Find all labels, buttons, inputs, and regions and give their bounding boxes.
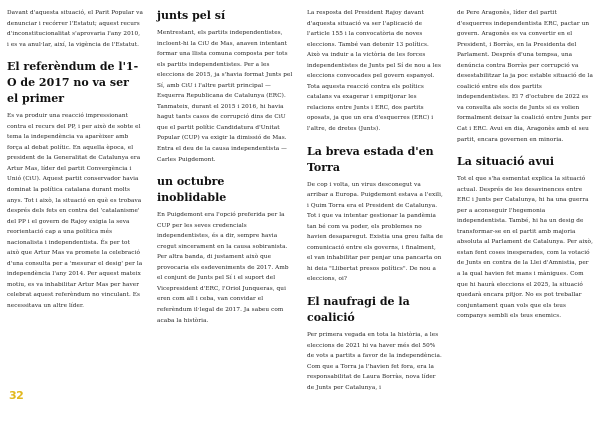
section-heading: El naufragi de la coalició (307, 295, 410, 325)
body-paragraph: de Pere Aragonès, líder del partit d'esquerres independentista ERC, pactar un govern. Aragonès es va convertir en el President, i Borràs, en la Presidenta del Parlament. Després d'una tempsa, una denúncia contra Borràs per corrupció va desestabilitzar la ja poc estable situació de la coalició entre els dos partits independentistes. El 7 d'octubre de 2022 es va consulta als socis de Junts si es volien formalment deixar la coalició entre Junts per Cat i ERC. Avui en dia, Aragonès amb el seu partit, encara governen en minoria. (457, 10, 593, 143)
body-paragraph: Mentrestant, els partits independentistes, incloent-hi la CiU de Mas, anaven intentant formar una llista comuna composta per tots els partits independentistes. Per a les eleccions de 2015, ja s'havia format Junts pel Sí, amb CiU i l'altre partit principal — Esquerra Republicana de Catalunya (ERC). Tanmateix, durant el 2015 i 2016, hi havia hagut tants casos de corrupció dins de CiU que el partit polític Candidatura d'Unitat Popular (CUP) va exigir la dimissió de Mas. Entra el deu de la causa independentista — Carles Puigdemont. (157, 30, 293, 163)
body-paragraph: Es va produir una reacció impressionant contra el recurs del PP, i per això de sobte el tema la independència va aparèixer amb força al debat polític. En aquella època, el president de la Generalitat de Catalunya era Artur Mas, líder del partit Convergència i Unió (CiU). Aquest partit conservador havia dominat la política catalana durant molts anys. Tot i això, la situació en què es trobava després dels fets en contra del 'catalanisme' del PP i el govern de Rajoy exigia la seva reorientació cap a una política més nacionalista i independentista. És per tot això que Artur Mas va promete la celebració d'una consulta per a 'mesurar el desig' per la independència l'any 2014. Per aquest mateix motiu, es va inhabilitar Artur Mas per haver celebrat aquest referèndum no vinculant. Es necessitava un altre líder. (7, 113, 143, 310)
body-paragraph: Tot el que s'ha esmentat explica la situació actual. Després de les desavinences entre ERC i Junts per Catalunya, hi ha una guerra per a aconseguir l'hegemonia independentista. També, hi ha un desig de transformar-se en el partit amb majoria absoluta al Parlament de Catalunya. Per això, estan fent coses inesperades, com la votació de Junts en contra de la Llei d'Amnistia, per a la qual havien fet mans i mànigues. Com que hi haurà eleccions el 2025, la situació quedarà encara pitjor. No es pot treballar conjuntament quan vols que els teus companys sembli els teus enemics. (457, 176, 593, 320)
body-paragraph: En Puigdemont era l'opció preferida per la CUP per les seves credencials independentistes, és a dir, sempre havia cregut sincerament en la causa sobiranista. Per altra banda, di justament això que provocaria els esdeveniments de 2017. Amb el conjunt de Junts pel Sí i el suport del Vicepresident d'ERC, l'Oriol Junqueras, qui eren com all i ceba, van convidar el referèndum il·legal de 2017. Ja sabeu com acaba la història. (157, 212, 289, 324)
column-2 (157, 8, 293, 326)
body-paragraph: Davant d'aquesta situació, el Parit Popular va denunciar i recórrer l'Estatut; aquest recurs d'inconstitucionalitat s'aprovaria l'any 2010, i es va anul·lar, així, la vigència de l'Estatut. (7, 10, 143, 48)
body-paragraph: La resposta del President Rajoy davant d'aquesta situació va ser l'aplicació de l'article 155 i la convocatòria de noves eleccions. També van detenir 13 polítics. Això va induir a la victòria de les forces independentistes de Junts pel Sí de nou a les eleccions convocades pel govern espanyol. Tota aquesta reacció contra els polítics catalans va exagerar i empitjorar les relacions entre Junts i ERC, dos partits oposats, ja que un era d'esquerres (ERC) i l'altre, de dretes (Junts). (307, 10, 441, 133)
column-3 (307, 8, 443, 393)
body-paragraph: Per primera vegada en tota la història, a les eleccions de 2021 hi va haver més del 50% de vots a partits a favor de la independència. Com que a Torra ja l'havien fet fora, era la responsabilitat de Laura Borràs, nova líder de Junts per Catalunya, i (307, 332, 442, 391)
section-heading: junts pel sí (157, 9, 226, 22)
page-number: 32 (9, 389, 24, 402)
section-heading: El referèndum de l'1-O de 2017 no va ser el primer (7, 60, 139, 106)
column-4 (457, 8, 593, 322)
body-paragraph: De cop i volta, un virus desconegut va arribar a Europa. Puigdemont estava a l'exili, i Quim Torra era el President de Catalunya. Tot i que va intentar gestionar la pandèmia tan bé com va poder, els problemes no havien desaparegut. Existia una greu falta de comunicació entre els governs, i finalment, el van inhabilitar per penjar una pancarta on hi deia "Llibertat presos polítics". De nou a eleccions, oi? (307, 181, 443, 283)
section-heading: un octubre inoblidable (157, 175, 227, 205)
section-heading: La situació avui (457, 155, 555, 169)
column-1 (7, 8, 143, 312)
section-heading: La breva estada d'en Torra (307, 144, 434, 174)
